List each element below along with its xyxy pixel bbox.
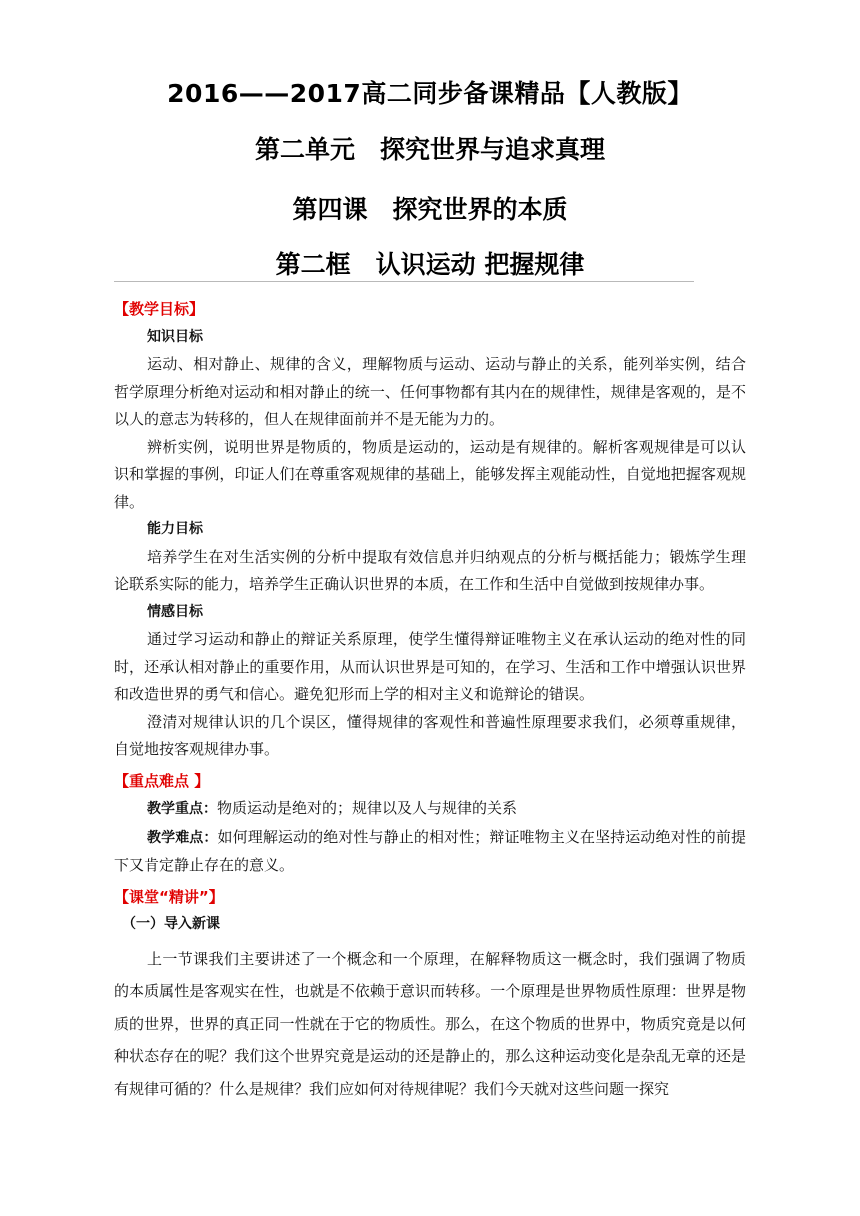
knowledge-label: 知识目标 (147, 328, 203, 345)
key-point-line (114, 795, 746, 824)
knowledge-paragraph-1: 运动、相对静止、规律的含义，理解物质与运动、运动与静止的关系，能列举实例，结合哲学原理分析绝对运动和相对静止的统一、任何事物都有其内在的规律性，规律是客观的，是不以人的意志为转移的，但人在规律面前并不是无能为力的。 (114, 355, 746, 428)
emotion-paragraph-1: 通过学习运动和静止的辩证关系原理，使学生懂得辩证唯物主义在承认运动的绝对性的同时，还承认相对静止的重要作用，从而认识世界是可知的，在学习、生活和工作中增强认识世界和改造世界的勇气和信心。避免犯形而上学的相对主义和诡辩论的错误。 (114, 630, 746, 703)
section-intro-title: （一）导入新课 (122, 916, 220, 932)
key-point-text: 物质运动是绝对的；规律以及人与规律的关系 (217, 799, 518, 817)
ability-label: 能力目标 (147, 521, 203, 537)
key-point-label: 教学重点： (147, 801, 217, 817)
keypoints-heading: 【重点难点 】 (114, 771, 210, 790)
frame-title: 第二框 认识运动 把握规律 (275, 250, 585, 279)
difficulty-text: 如何理解运动的绝对性与静止的相对性；辩证唯物主义在坚持运动绝对性的前提下又肯定静止存在的意义。 (114, 827, 746, 874)
objectives-heading: 【教学目标】 (114, 300, 205, 318)
intro-paragraph: 上一节课我们主要讲述了一个概念和一个原理，在解释物质这一概念时，我们强调了物质的本质属性是客观实在性，也就是不依赖于意识而转移。一个原理是世界物质性原理：世界是物质的世界，世界的真正同一性就在于它的物质性。那么，在这个物质的世界中，物质究竟是以何种状态存在的呢？我们这个世界究竟是运动的还是静止的，那么这种运动变化是杂乱无章的还是有规律可循的？什么是规律？我们应如何对待规律呢？我们今天就对这些问题一探究 (114, 949, 746, 1098)
difficulty-line (114, 824, 746, 880)
lesson-title: 第四课 探究世界的本质 (292, 195, 568, 224)
document-body (114, 296, 746, 1105)
knowledge-paragraph-2: 辨析实例，说明世界是物质的，物质是运动的，运动是有规律的。解析客观规律是可以认识和掌握的事例，印证人们在尊重客观规律的基础上，能够发挥主观能动性，自觉地把握客观规律。 (114, 437, 746, 511)
unit-title: 第二单元 探究世界与追求真理 (254, 135, 605, 164)
ability-paragraph: 培养学生在对生活实例的分析中提取有效信息并归纳观点的分析与概括能力；锻炼学生理论联系实际的能力，培养学生正确认识世界的本质，在工作和生活中自觉做到按规律办事。 (114, 547, 746, 593)
header-divider (114, 281, 694, 282)
emotion-label: 情感目标 (147, 603, 203, 620)
difficulty-label: 教学难点： (147, 829, 218, 846)
document-title: 2016——2017高二同步备课精品【人教版】 (167, 79, 693, 108)
emotion-paragraph-2: 澄清对规律认识的几个误区，懂得规律的客观性和普遍性原理要求我们，必须尊重规律，自觉地按客观规律办事。 (114, 712, 746, 758)
lecture-heading: 【课堂“精讲”】 (114, 887, 224, 906)
